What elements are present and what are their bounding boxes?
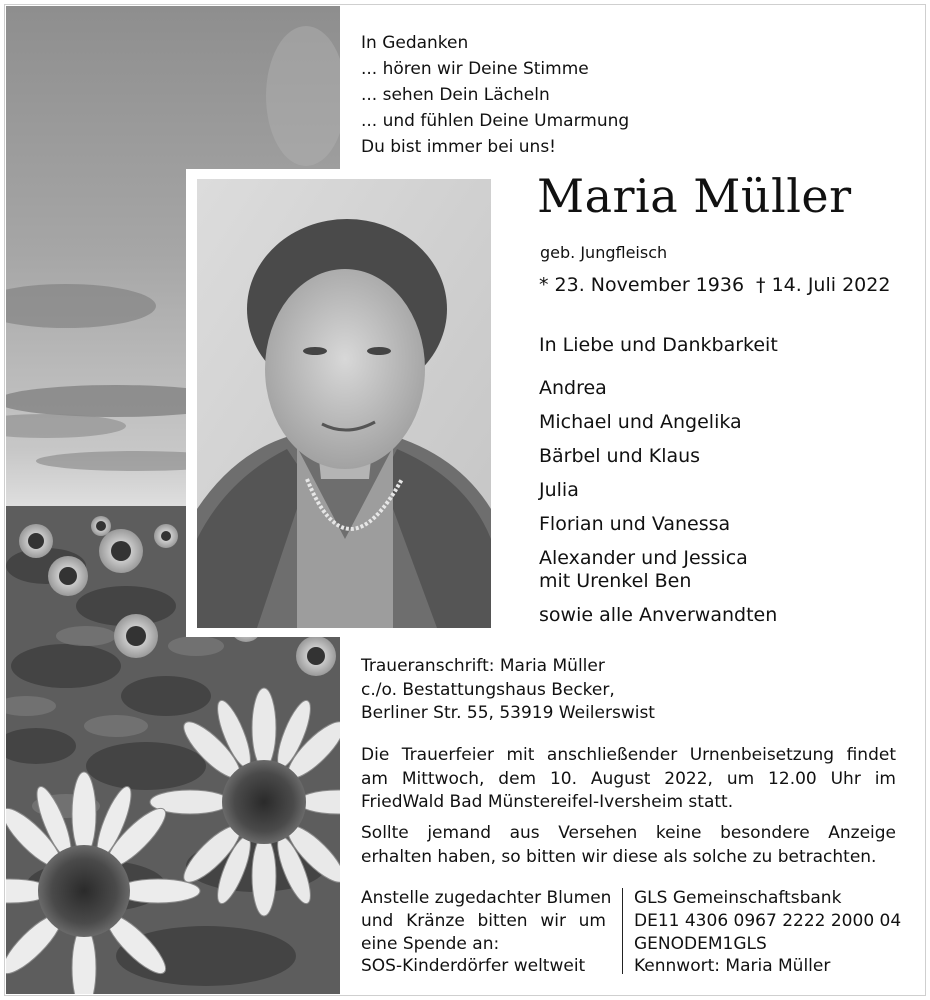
poem-line: In Gedanken	[361, 33, 469, 53]
family-member: Julia	[539, 479, 579, 501]
poem-line: ... hören wir Deine Stimme	[361, 59, 589, 79]
ceremony-line: Die Trauerfeier mit anschließender Urnenbeisetzung findet	[361, 745, 896, 765]
address-line: Traueranschrift: Maria Müller	[361, 656, 605, 676]
family-member: Andrea	[539, 377, 607, 399]
bank-line: GLS Gemeinschaftsbank	[634, 888, 842, 908]
vertical-divider	[622, 888, 623, 974]
address-line: Berliner Str. 55, 53919 Weilerswist	[361, 703, 655, 723]
deceased-name: Maria Müller	[537, 169, 852, 223]
donation-line: und Kränze bitten wir um	[361, 910, 606, 931]
family-member: Bärbel und Klaus	[539, 445, 701, 467]
memorial-poem	[361, 30, 629, 160]
address-line: c./o. Bestattungshaus Becker,	[361, 679, 615, 700]
family-member: sowie alle Anverwandten	[539, 604, 778, 626]
family-list	[539, 377, 777, 638]
poem-line: Du bist immer bei uns!	[361, 137, 557, 157]
birth-date: * 23. November 1936	[539, 274, 745, 296]
poem-line: ... und fühlen Deine Umarmung	[361, 111, 630, 131]
ceremony-line: am Mittwoch, dem 10. August 2022, um 12.00 Uhr im	[361, 768, 896, 789]
poem-line: ... sehen Dein Lächeln	[361, 85, 550, 105]
life-dates	[539, 274, 890, 296]
portrait-photo	[197, 179, 491, 628]
birth-name: geb. Jungfleisch	[540, 243, 668, 262]
bank-line: Kennwort: Maria Müller	[634, 956, 831, 977]
bank-line: DE11 4306 0967 2222 2000 04	[634, 910, 902, 931]
gratitude-line: In Liebe und Dankbarkeit	[539, 334, 778, 356]
donation-line: Anstelle zugedachter Blumen	[361, 888, 612, 908]
ceremony-notice	[361, 744, 896, 815]
ceremony-line: FriedWald Bad Münstereifel-Iversheim statt.	[361, 792, 734, 812]
donation-request	[361, 887, 612, 978]
mourning-address	[361, 655, 655, 726]
notice-line: Sollte jemand aus Versehen keine besondere Anzeige	[361, 823, 896, 843]
family-member: Florian und Vanessa	[539, 513, 731, 535]
death-date: † 14. Juli 2022	[756, 274, 891, 296]
family-member: Alexander und Jessica	[539, 547, 748, 569]
bank-line: GENODEM1GLS	[634, 933, 767, 954]
donation-line: eine Spende an:	[361, 933, 500, 954]
family-member: mit Urenkel Ben	[539, 570, 692, 592]
family-member: Michael und Angelika	[539, 411, 742, 433]
notice-line: erhalten haben, so bitten wir diese als solche zu betrachten.	[361, 846, 877, 867]
donation-line: SOS-Kinderdörfer weltweit	[361, 956, 586, 977]
bank-details	[634, 887, 901, 978]
missing-notice-paragraph	[361, 822, 896, 869]
portrait-mat	[186, 169, 500, 637]
